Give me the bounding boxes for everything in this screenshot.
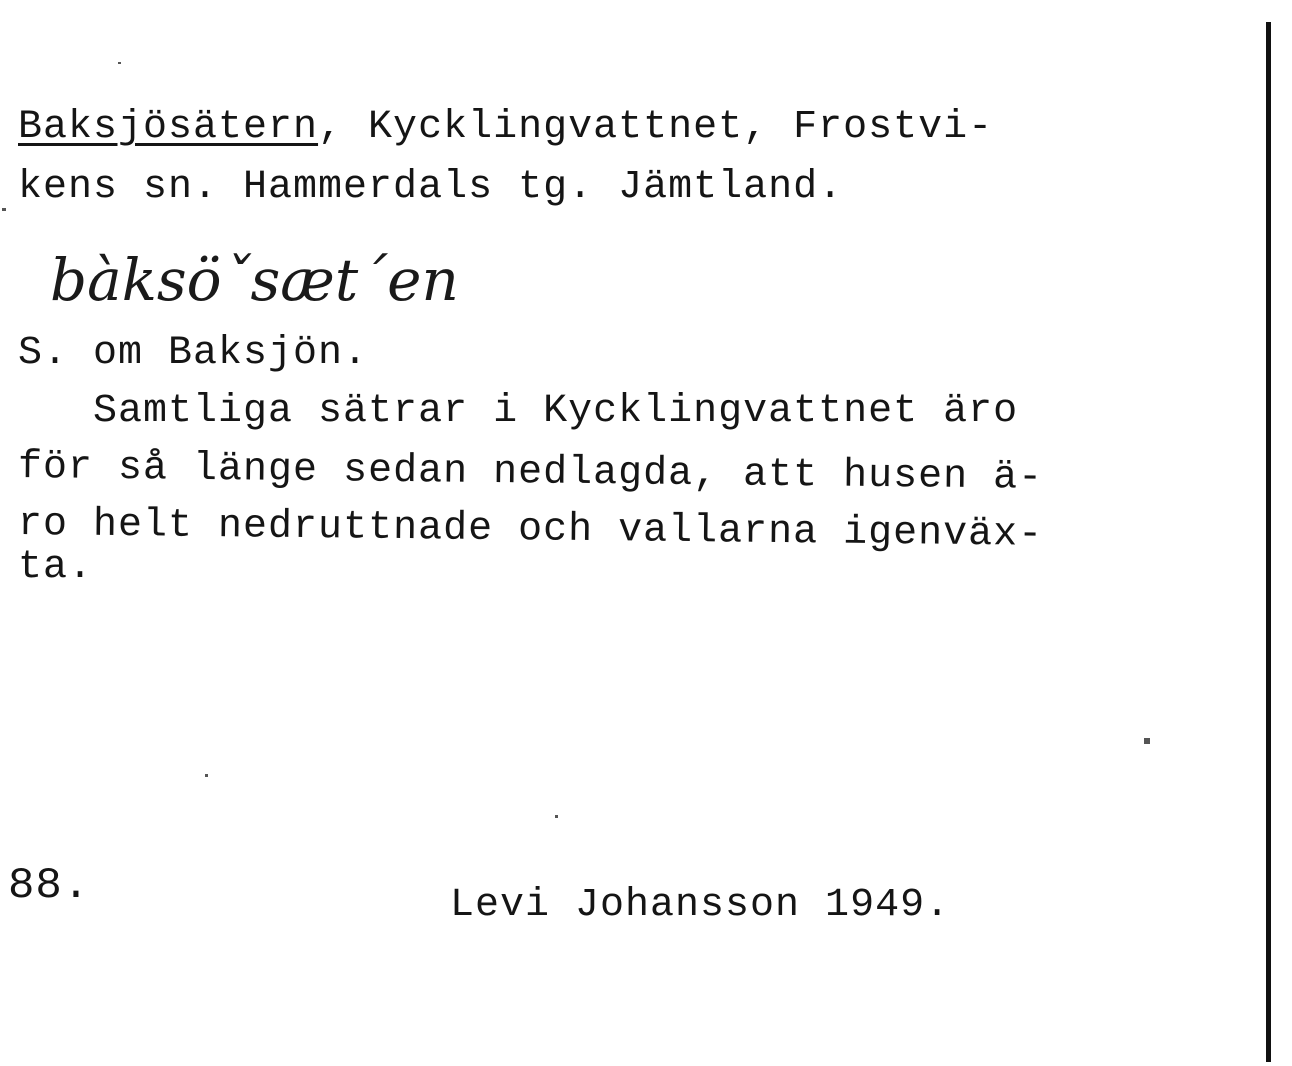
heading-line-1: [18, 105, 1188, 150]
description-line-1: S. om Baksjön.: [18, 331, 369, 376]
ink-speck: [2, 208, 6, 211]
card-edge-rule: [1266, 22, 1271, 1062]
phonetic-transcription-text: bàksöˇsæt´en: [50, 246, 459, 314]
ink-speck: [205, 774, 208, 777]
author-and-year: Levi Johansson 1949.: [450, 883, 951, 928]
description-line-5: ta.: [18, 545, 94, 590]
ink-speck: [118, 62, 121, 64]
heading-location: , Kycklingvattnet, Frostvi-: [318, 105, 994, 150]
description-line-4: ro helt nedruttnade och vallarna igenväx-: [17, 502, 1044, 558]
ink-speck: [1144, 738, 1150, 744]
description-line-2: Samtliga sätrar i Kycklingvattnet äro: [18, 389, 1019, 434]
phonetic-transcription: [40, 232, 800, 332]
ink-speck: [555, 815, 558, 818]
description-line-3: för så länge sedan nedlagda, att husen ä-: [17, 445, 1044, 501]
card-number: 88.: [8, 861, 91, 911]
heading-line-2: kens sn. Hammerdals tg. Jämtland.: [18, 165, 844, 210]
place-name: Baksjösätern: [18, 105, 319, 150]
